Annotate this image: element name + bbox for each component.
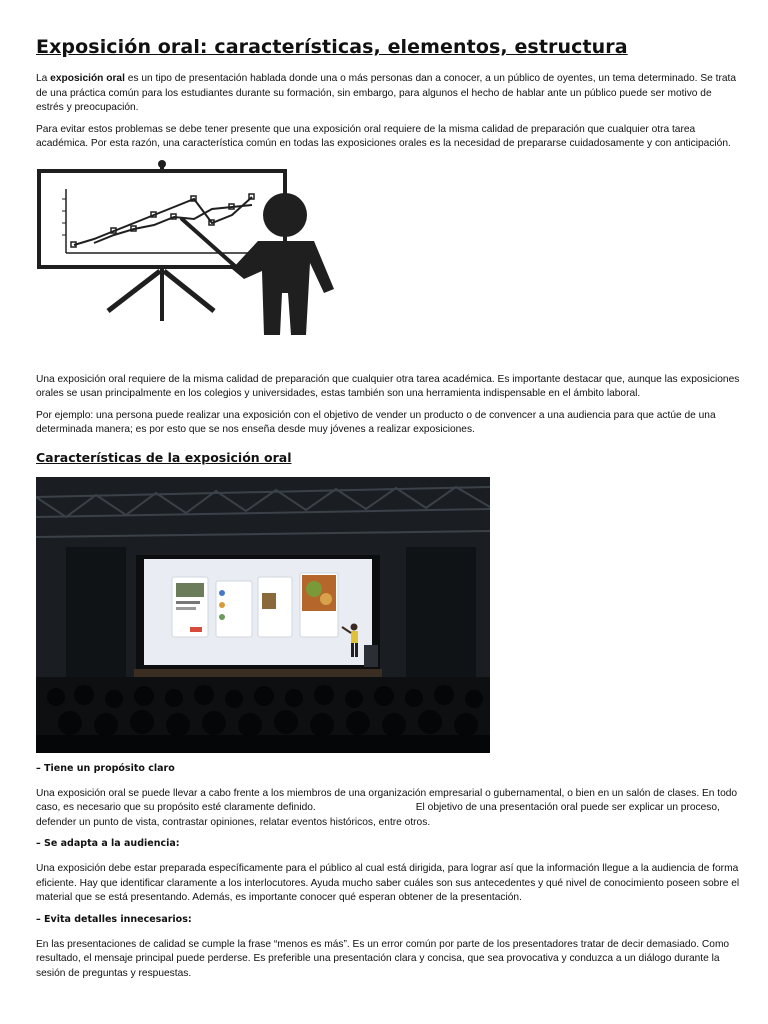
intro-prefix: La: [36, 73, 51, 84]
characteristic-heading-2: – Se adapta a la audiencia:: [36, 838, 180, 849]
intro-paragraph-1: [36, 72, 740, 116]
characteristic-text-1a: Una exposición oral se puede llevar a cabo frente a los miembros de una organización empresarial o gubernamental, o bien en un salón de clases. En todo caso, es necesario que su propósito esté claramente definido.: [36, 787, 738, 813]
characteristic-heading-1: – Tiene un propósito claro: [36, 762, 175, 774]
intro-rest: es un tipo de presentación hablada donde una o más personas dan a conocer, a un público de oyentes, un tema determinado. Se trata de una práctica común para los estudiantes durante su formación, sin embargo, para algunos el hecho de hablar ante un público puede ser motivo de estrés y preocupación.: [36, 73, 737, 113]
characteristic-text-2: Una exposición debe estar preparada específicamente para el público al cual está dirigida, para lograr así que la información llegue a la audiencia de forma eficiente. Hay que identificar claramente a los interlocutores. Ayuda mucho saber cuáles son sus antecedentes y qué nivel de conocimiento poseen sobre el material que se está presentando. Además, es importante conocer qué esperan obtener de la presentación.: [36, 863, 740, 903]
auditorium-presentation-photo: [36, 477, 490, 753]
presenter-chart-illustration: [36, 159, 340, 339]
line-chart-icon: [62, 189, 261, 253]
characteristic-text-1: [36, 787, 740, 831]
characteristic-text-1b: El objetivo de una presentación oral puede ser explicar un proceso, defender un punto de vista, contrastar opiniones, relatar eventos históricos, entre otros.: [36, 802, 720, 828]
characteristic-text-3: En las presentaciones de calidad se cumple la frase “menos es más”. Es un error común por parte de los presentadores tratar de decir demasiado. Como resultado, el mensaje principal puede perderse. Es preferible una presentación clara y concisa, que sea provocativa y conduzca a un diálogo durante la sesión de preguntas y respuestas.: [36, 938, 730, 979]
document-page: [36, 36, 740, 988]
auditorium-scene: [36, 477, 490, 753]
body-paragraph-2: Por ejemplo: una persona puede realizar una exposición con el objetivo de vender un producto o de convencer a una audiencia para que actúe de una determinada manera; es por esto que se nos enseña desde muy jóvenes a realizar exposiciones.: [36, 409, 716, 435]
section-heading: Características de la exposición oral: [36, 449, 292, 465]
intro-paragraph-2: Para evitar estos problemas se debe tener presente que una exposición oral requiere de la misma calidad de preparación que cualquier otra tarea académica. Por esta razón, una característica común en todas las exposiciones orales es la necesidad de prepararse cuidadosamente y con anticipación.: [36, 123, 731, 149]
characteristic-heading-3: – Evita detalles innecesarios:: [36, 913, 192, 925]
intro-bold-term: exposición oral: [50, 73, 125, 84]
page-title: Exposición oral: características, elementos, estructura: [36, 36, 628, 58]
body-paragraph-1: Una exposición oral requiere de la misma calidad de preparación que cualquier otra tarea académica. Es importante destacar que, aunque las exposiciones orales se usan principalmente en los colegios y universidades, estas también son una herramienta indispensable en el ámbito laboral.: [36, 373, 740, 399]
presentation-board-icon: [39, 160, 285, 321]
